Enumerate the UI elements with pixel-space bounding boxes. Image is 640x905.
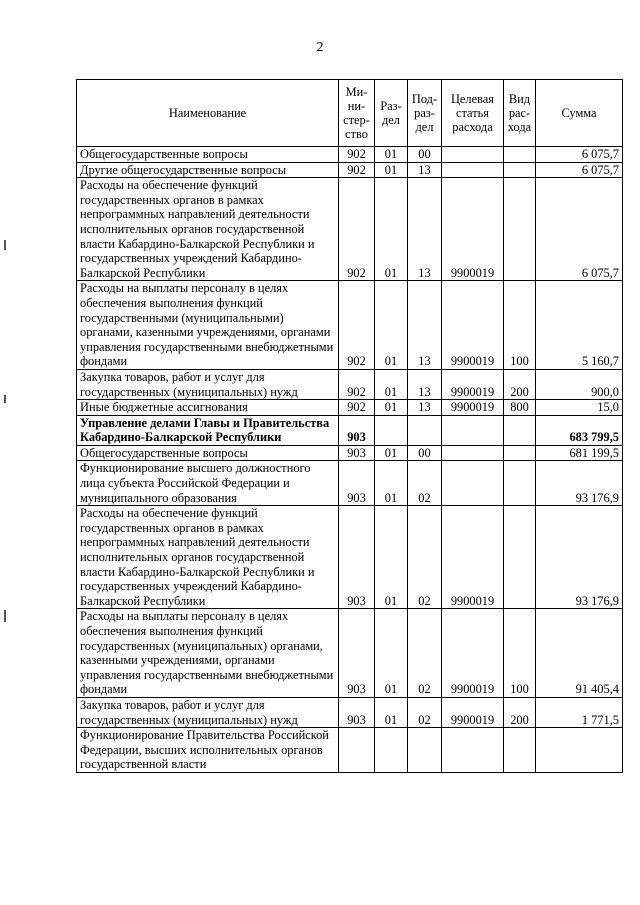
cell-name: Закупка товаров, работ и услуг для государственных (муниципальных) нужд bbox=[77, 369, 339, 399]
cell-sum bbox=[536, 728, 623, 773]
table-row bbox=[77, 415, 623, 445]
cell-name: Общегосударственные вопросы bbox=[77, 147, 339, 163]
header-expense-type: Вид рас- хода bbox=[504, 80, 536, 147]
cell-sum: 6 075,7 bbox=[536, 162, 623, 178]
cell-sum: 683 799,5 bbox=[536, 415, 623, 445]
cell-expense-type: 100 bbox=[504, 281, 536, 370]
cell-expense-type: 100 bbox=[504, 609, 536, 698]
budget-table bbox=[76, 79, 623, 773]
cell-name: Функционирование высшего должностного лица субъекта Российской Федерации и муниципального образования bbox=[77, 461, 339, 506]
cell-section: 01 bbox=[375, 461, 408, 506]
cell-name: Управление делами Главы и Правительства Кабардино-Балкарской Республики bbox=[77, 415, 339, 445]
cell-target: 9900019 bbox=[442, 697, 504, 727]
cell-subsection: 02 bbox=[408, 609, 442, 698]
cell-expense-type bbox=[504, 506, 536, 609]
cell-target bbox=[442, 415, 504, 445]
cell-ministry: 902 bbox=[339, 178, 375, 281]
cell-target: 9900019 bbox=[442, 400, 504, 416]
cell-subsection: 02 bbox=[408, 461, 442, 506]
cell-ministry bbox=[339, 728, 375, 773]
table-row bbox=[77, 162, 623, 178]
cell-ministry: 902 bbox=[339, 162, 375, 178]
cell-sum: 900,0 bbox=[536, 369, 623, 399]
cell-subsection: 13 bbox=[408, 162, 442, 178]
cell-expense-type: 200 bbox=[504, 369, 536, 399]
cell-subsection: 00 bbox=[408, 147, 442, 163]
cell-expense-type bbox=[504, 162, 536, 178]
cell-name: Иные бюджетные ассигнования bbox=[77, 400, 339, 416]
cell-ministry: 903 bbox=[339, 461, 375, 506]
cell-ministry: 903 bbox=[339, 609, 375, 698]
cell-section: 01 bbox=[375, 697, 408, 727]
cell-target bbox=[442, 445, 504, 461]
table-row bbox=[77, 147, 623, 163]
cell-subsection bbox=[408, 415, 442, 445]
cell-sum: 6 075,7 bbox=[536, 147, 623, 163]
cell-section: 01 bbox=[375, 445, 408, 461]
cell-section: 01 bbox=[375, 400, 408, 416]
cell-section: 01 bbox=[375, 147, 408, 163]
table-row bbox=[77, 609, 623, 698]
cell-section bbox=[375, 728, 408, 773]
cell-subsection: 00 bbox=[408, 445, 442, 461]
table-row bbox=[77, 445, 623, 461]
cell-section: 01 bbox=[375, 506, 408, 609]
cell-expense-type bbox=[504, 461, 536, 506]
cell-expense-type bbox=[504, 178, 536, 281]
cell-name: Расходы на выплаты персоналу в целях обеспечения выполнения функций государственными (муниципальными) органами, казенными учреждениями, органами управления государственными внебюджетными фондами bbox=[77, 281, 339, 370]
scan-edge-mark bbox=[4, 610, 6, 622]
cell-section: 01 bbox=[375, 369, 408, 399]
table-row bbox=[77, 506, 623, 609]
cell-sum: 93 176,9 bbox=[536, 506, 623, 609]
cell-name: Расходы на выплаты персоналу в целях обеспечения выполнения функций государственных (муниципальных) органами, казенными учреждениями, органами управления государственными внебюджетными фондами bbox=[77, 609, 339, 698]
cell-ministry: 903 bbox=[339, 445, 375, 461]
cell-name: Другие общегосударственные вопросы bbox=[77, 162, 339, 178]
scan-edge-mark bbox=[4, 395, 6, 403]
cell-subsection: 13 bbox=[408, 281, 442, 370]
cell-expense-type bbox=[504, 728, 536, 773]
cell-name: Общегосударственные вопросы bbox=[77, 445, 339, 461]
page-number: 2 bbox=[316, 40, 324, 55]
scan-edge-mark bbox=[4, 240, 6, 250]
cell-subsection: 13 bbox=[408, 400, 442, 416]
cell-subsection bbox=[408, 728, 442, 773]
cell-target: 9900019 bbox=[442, 609, 504, 698]
cell-target bbox=[442, 162, 504, 178]
cell-ministry: 902 bbox=[339, 369, 375, 399]
header-target: Целевая статья расхода bbox=[442, 80, 504, 147]
cell-subsection: 13 bbox=[408, 178, 442, 281]
cell-ministry: 902 bbox=[339, 281, 375, 370]
cell-target bbox=[442, 147, 504, 163]
cell-target: 9900019 bbox=[442, 178, 504, 281]
table-row bbox=[77, 369, 623, 399]
cell-target: 9900019 bbox=[442, 369, 504, 399]
cell-section: 01 bbox=[375, 609, 408, 698]
cell-sum: 681 199,5 bbox=[536, 445, 623, 461]
header-subsection: Под- раз- дел bbox=[408, 80, 442, 147]
cell-ministry: 903 bbox=[339, 697, 375, 727]
cell-subsection: 02 bbox=[408, 506, 442, 609]
table-row bbox=[77, 697, 623, 727]
cell-target: 9900019 bbox=[442, 281, 504, 370]
cell-section bbox=[375, 415, 408, 445]
header-ministry: Ми- ни- стер- ство bbox=[339, 80, 375, 147]
cell-ministry: 903 bbox=[339, 415, 375, 445]
cell-expense-type bbox=[504, 147, 536, 163]
cell-ministry: 902 bbox=[339, 147, 375, 163]
cell-sum: 93 176,9 bbox=[536, 461, 623, 506]
cell-expense-type: 200 bbox=[504, 697, 536, 727]
cell-section: 01 bbox=[375, 162, 408, 178]
table-row bbox=[77, 178, 623, 281]
cell-ministry: 902 bbox=[339, 400, 375, 416]
cell-target bbox=[442, 728, 504, 773]
header-name: Наименование bbox=[77, 80, 339, 147]
cell-section: 01 bbox=[375, 281, 408, 370]
cell-expense-type: 800 bbox=[504, 400, 536, 416]
cell-subsection: 13 bbox=[408, 369, 442, 399]
cell-name: Расходы на обеспечение функций государственных органов в рамках непрограммных направлений деятельности исполнительных органов государственной власти Кабардино-Балкарской Республики и государственных учреждений Кабардино-Балкарской Республики bbox=[77, 178, 339, 281]
table-body bbox=[77, 147, 623, 773]
table-row bbox=[77, 281, 623, 370]
cell-sum: 15,0 bbox=[536, 400, 623, 416]
cell-name: Закупка товаров, работ и услуг для государственных (муниципальных) нужд bbox=[77, 697, 339, 727]
table-header-row bbox=[77, 80, 623, 147]
cell-sum: 1 771,5 bbox=[536, 697, 623, 727]
cell-section: 01 bbox=[375, 178, 408, 281]
header-sum: Сумма bbox=[536, 80, 623, 147]
cell-target: 9900019 bbox=[442, 506, 504, 609]
cell-target bbox=[442, 461, 504, 506]
cell-sum: 6 075,7 bbox=[536, 178, 623, 281]
cell-ministry: 903 bbox=[339, 506, 375, 609]
cell-expense-type bbox=[504, 415, 536, 445]
cell-sum: 91 405,4 bbox=[536, 609, 623, 698]
table-row bbox=[77, 728, 623, 773]
cell-name: Функционирование Правительства Российской Федерации, высших исполнительных органов государственной власти bbox=[77, 728, 339, 773]
cell-sum: 5 160,7 bbox=[536, 281, 623, 370]
table-row bbox=[77, 400, 623, 416]
cell-expense-type bbox=[504, 445, 536, 461]
header-section: Раз- дел bbox=[375, 80, 408, 147]
table-row bbox=[77, 461, 623, 506]
cell-name: Расходы на обеспечение функций государственных органов в рамках непрограммных направлений деятельности исполнительных органов государственной власти Кабардино-Балкарской Республики и государственных учреждений Кабардино-Балкарской Республики bbox=[77, 506, 339, 609]
cell-subsection: 02 bbox=[408, 697, 442, 727]
